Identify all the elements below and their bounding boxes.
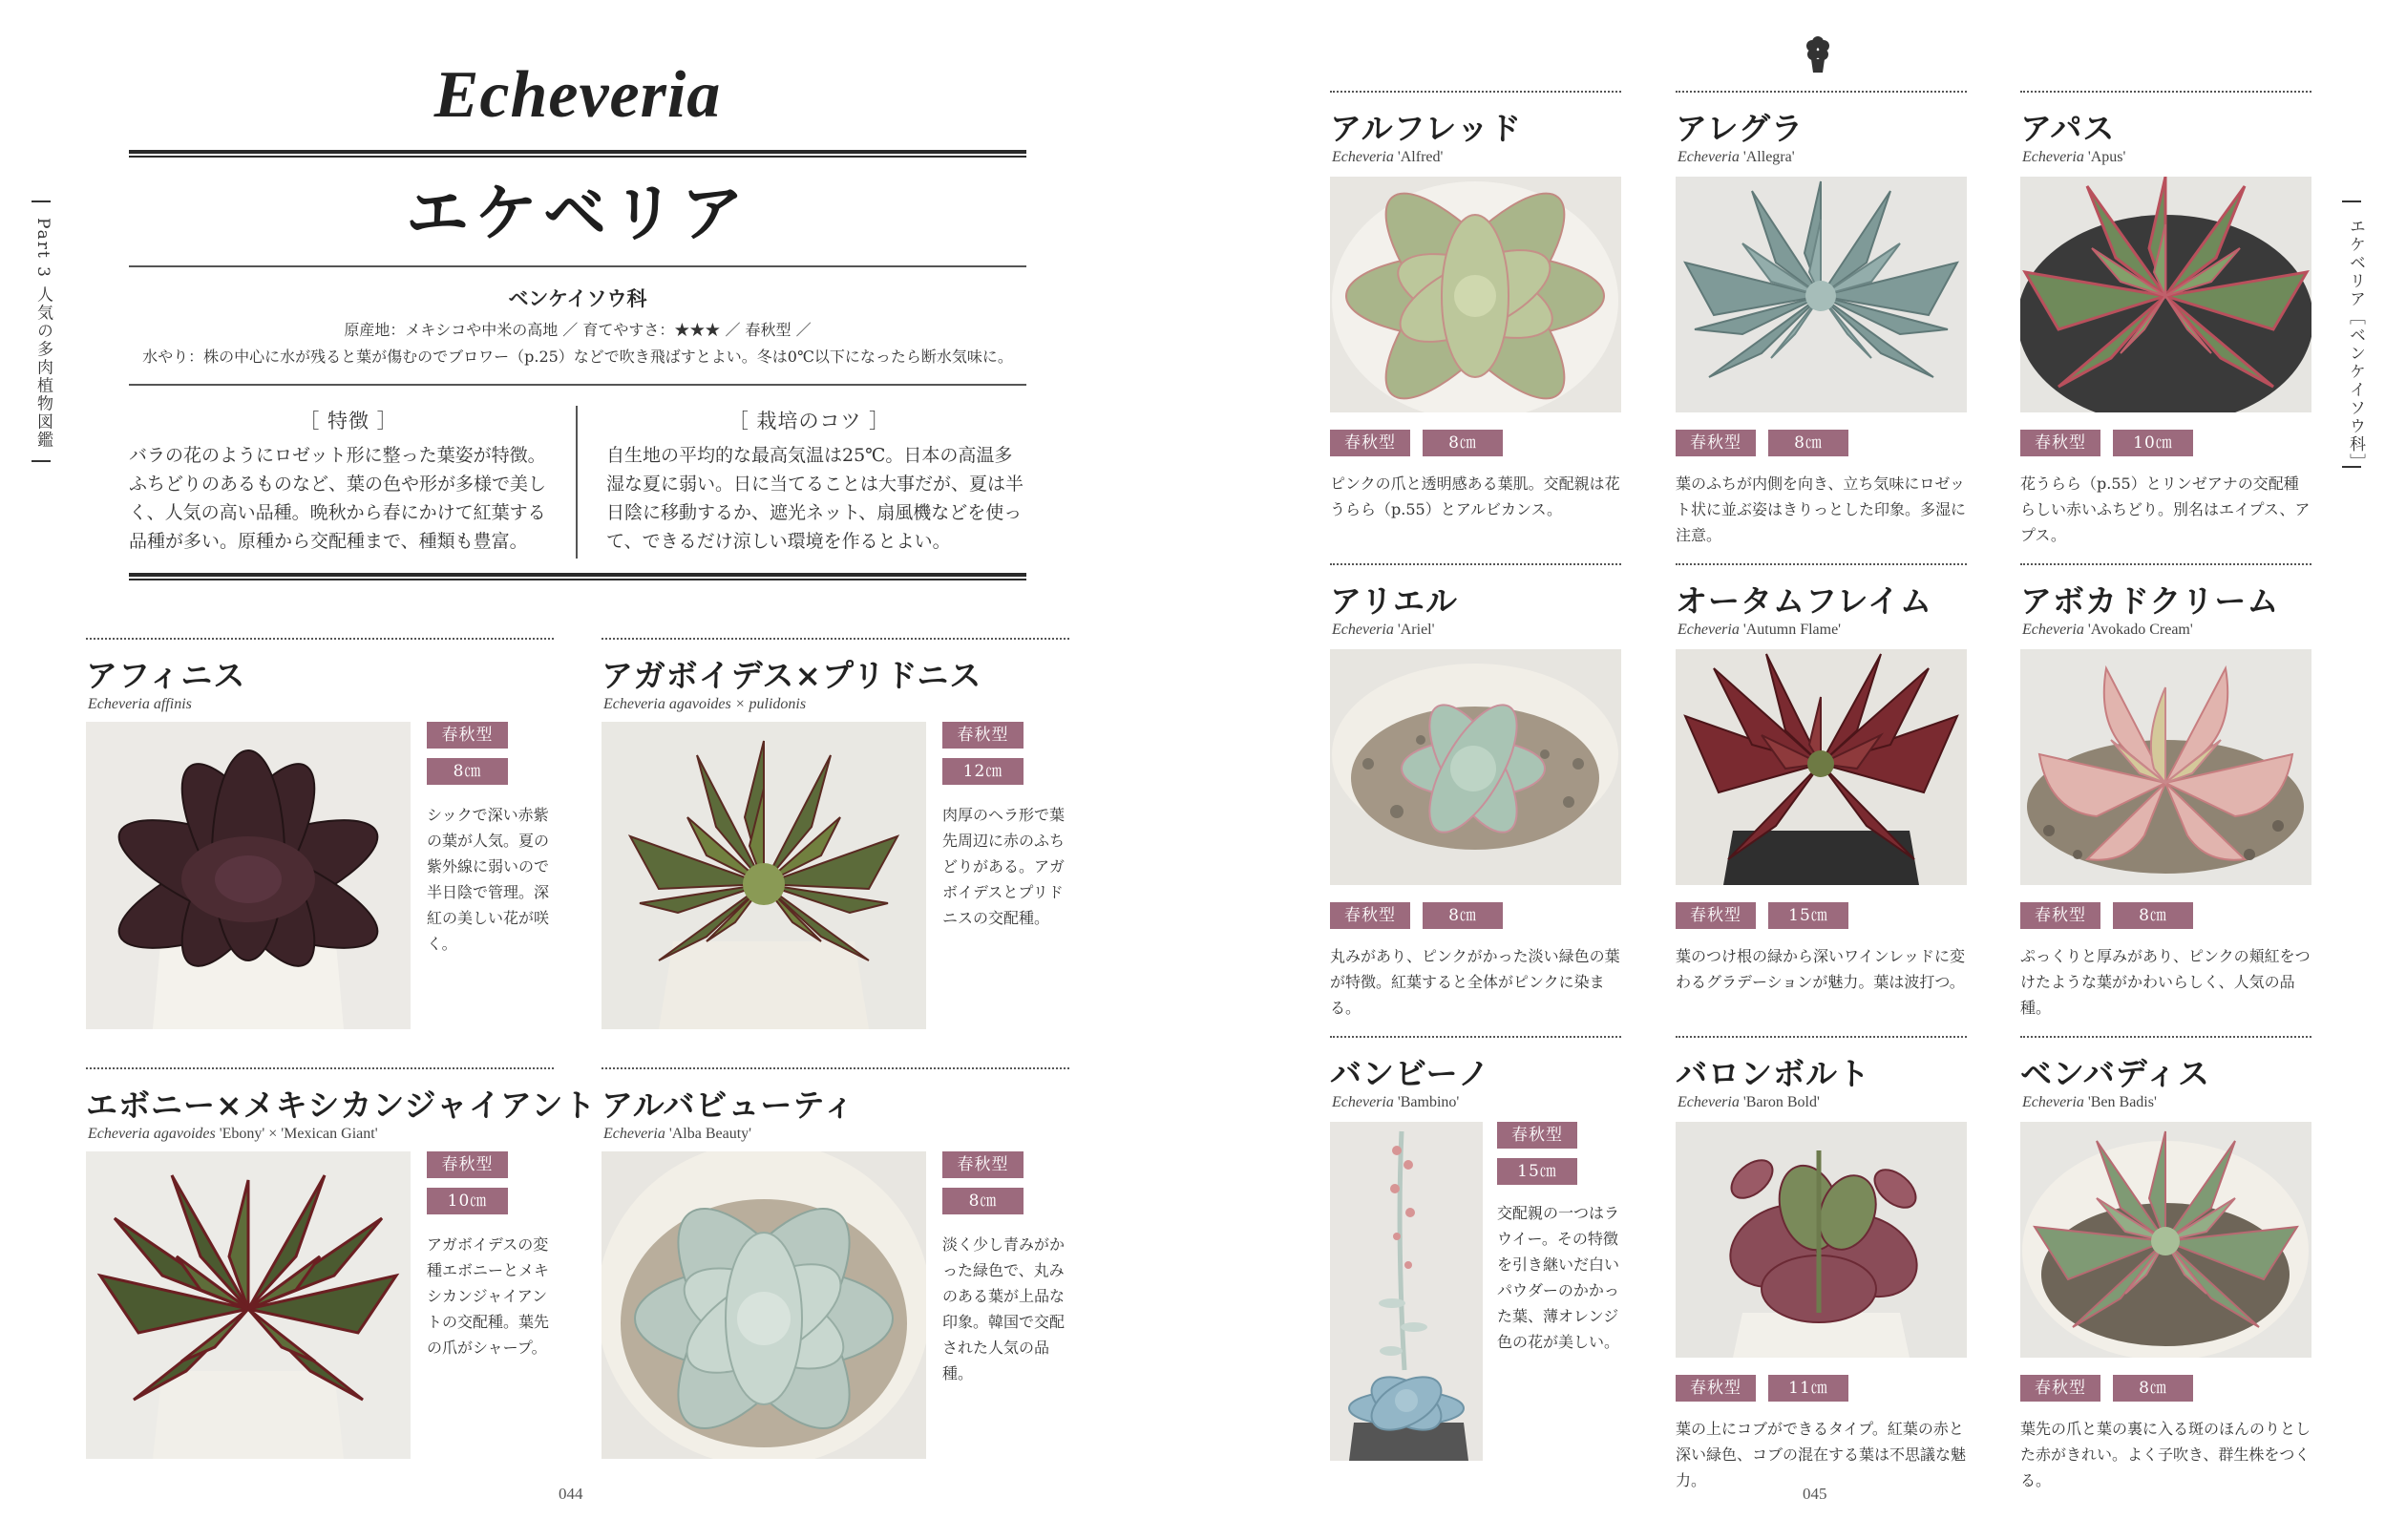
card-rule [602, 638, 1069, 640]
plant-description: 葉のつけ根の緑から深いワインレッドに変わるグラデーションが魅力。葉は波打つ。 [1676, 947, 1965, 991]
plant-sci-name: Echeveria 'Apus' [2022, 149, 2126, 165]
plant-description: 丸みがあり、ピンクがかった淡い緑色の葉が特徴。紅葉すると全体がピンクに染まる。 [1330, 947, 1620, 1017]
side-bar-bottom-right [2342, 466, 2361, 468]
plant-card [2020, 1036, 2311, 1489]
plant-jp-name: バンビーノ [1330, 1055, 1491, 1092]
succulent-illustration [1676, 1122, 1967, 1358]
plant-description: ぷっくりと厚みがあり、ピンクの頬紅をつけたような葉がかわいらしく、人気の品種。 [2020, 947, 2311, 1017]
plant-description: アガボイデスの変種エボニーとメキシカンジャイアントの交配種。葉先の爪がシャープ。 [427, 1235, 550, 1357]
side-label-left: Part 3 人気の多肉植物図鑑 [33, 218, 53, 450]
succulent-illustration [2020, 649, 2311, 885]
plant-jp-name: アルバビューティ [602, 1086, 855, 1124]
plant-jp-name: アレグラ [1676, 110, 1805, 147]
title-rule-bottom [129, 265, 1026, 267]
plant-sci-name: Echeveria 'Avokado Cream' [2022, 622, 2193, 638]
plant-jp-name: アガボイデス×プリドニス [602, 657, 982, 694]
plant-sci-name: Echeveria 'Allegra' [1678, 149, 1795, 165]
season-tag: 春秋型 [1676, 430, 1756, 456]
size-tag: 8㎝ [2113, 1375, 2193, 1402]
succulent-illustration [602, 722, 926, 1029]
size-tag: 8㎝ [1768, 430, 1848, 456]
plant-sci-name: Echeveria 'Ariel' [1332, 622, 1435, 638]
card-rule [602, 1067, 1069, 1069]
succulent-illustration [1330, 1122, 1483, 1461]
plant-photo [1676, 177, 1967, 412]
plant-description: 肉厚のヘラ形で葉先周辺に赤のふちどりがある。アガボイデスとプリドニスの交配種。 [942, 806, 1066, 927]
meta-line-1: 原産地：メキシコや中米の高地 ／ 育てやすさ：★★★ ／ 春秋型 ／ [344, 321, 812, 339]
plant-jp-name: ベンバディス [2020, 1055, 2211, 1092]
plant-jp-name: アボカドクリーム [2020, 582, 2280, 620]
plant-sci-name: Echeveria 'Autumn Flame' [1678, 622, 1842, 638]
features-heading: ［ 特徴 ］ [299, 410, 398, 432]
plant-description: 葉先の爪と葉の裏に入る斑のほんのりとした赤がきれい。よく子吹き、群生株をつくる。 [2020, 1420, 2311, 1489]
card-rule [2020, 563, 2311, 565]
season-tag: 春秋型 [1330, 902, 1410, 929]
plant-sci-name: Echeveria 'Alfred' [1332, 149, 1444, 165]
succulent-illustration [2020, 1122, 2311, 1358]
size-tag: 10㎝ [2113, 430, 2193, 456]
plant-jp-name: アフィニス [86, 657, 246, 694]
plant-card [86, 638, 554, 1039]
season-tag: 春秋型 [1676, 1375, 1756, 1402]
plant-photo [2020, 649, 2311, 885]
card-rule [86, 638, 554, 640]
title-rule-top [129, 150, 1026, 158]
season-tag: 春秋型 [1676, 902, 1756, 929]
plant-description: 葉のふちが内側を向き、立ち気味にロゼット状に並ぶ姿はきりっとした印象。多湿に注意。 [1676, 475, 1967, 544]
season-tag: 春秋型 [2020, 430, 2100, 456]
plant-card [86, 1067, 597, 1468]
plant-sci-name: Echeveria agavoides × pulidonis [603, 696, 807, 712]
season-tag: 春秋型 [1497, 1122, 1577, 1149]
plant-description: 花うらら（p.55）とリンゼアナの交配種らしい赤いふちどり。別名はエイプス、アプス。 [2020, 475, 2311, 544]
card-rule [1676, 1036, 1967, 1038]
meta-line-2: 水やり：株の中心に水が残ると葉が傷むのでブロワー（p.25）などで吹き飛ばすとよい。冬は0℃以下になったら断水気味に。 [142, 348, 1013, 366]
size-tag: 8㎝ [1423, 430, 1503, 456]
plant-card [602, 1067, 1069, 1468]
size-tag: 8㎝ [942, 1188, 1024, 1214]
plant-card [1330, 563, 1621, 1017]
plant-photo [1330, 177, 1621, 412]
card-rule [86, 1067, 554, 1069]
succulent-illustration [86, 722, 411, 1029]
size-tag: 8㎝ [427, 758, 508, 785]
succulent-illustration [86, 1151, 411, 1459]
plant-jp-name: エボニー×メキシカンジャイアント [86, 1086, 597, 1124]
plant-photo [602, 1151, 926, 1459]
plant-photo [1330, 649, 1621, 885]
plant-photo [1676, 649, 1967, 885]
season-tag: 春秋型 [2020, 1375, 2100, 1402]
plant-photo [86, 722, 411, 1029]
plant-jp-name: アルフレッド [1330, 110, 1523, 147]
plant-card [602, 638, 1069, 1039]
succulent-illustration [602, 1151, 926, 1459]
plant-sci-name: Echeveria 'Ben Badis' [2022, 1094, 2157, 1110]
plant-card [1676, 91, 1967, 544]
size-tag: 8㎝ [2113, 902, 2193, 929]
page-number-left: 044 [559, 1485, 583, 1503]
plant-photo [1676, 1122, 1967, 1358]
plant-sci-name: Echeveria 'Baron Bold' [1678, 1094, 1820, 1110]
side-bar-bottom [32, 460, 51, 462]
page-number-right: 045 [1803, 1485, 1827, 1503]
features-text: バラの花のようにロゼット形に整った葉姿が特徴。ふちどりのあるものなど、葉の色や形が多様で美しく、人気の高い品種。晩秋から春にかけて紅葉する品種が多い。原種から交配種まで、種類も豊富。 [129, 445, 547, 552]
plant-card [2020, 563, 2311, 1017]
succulent-illustration [2020, 177, 2311, 412]
plant-card [1330, 1036, 1621, 1485]
side-bar-top [32, 200, 51, 202]
card-rule [2020, 91, 2311, 93]
size-tag: 15㎝ [1768, 902, 1848, 929]
plant-card [1676, 1036, 1967, 1489]
plant-description: 淡く少し青みがかった緑色で、丸みのある葉が上品な印象。韓国で交配された人気の品種。 [942, 1235, 1066, 1382]
side-label-right: エケベリア［ベンケイソウ科］ [2346, 218, 2365, 472]
plant-description: シックで深い赤紫の葉が人気。夏の紫外線に弱いので半日陰で管理。深紅の美しい花が咲く。 [427, 806, 550, 953]
size-tag: 8㎝ [1423, 902, 1503, 929]
size-tag: 11㎝ [1768, 1375, 1848, 1402]
season-tag: 春秋型 [942, 722, 1024, 749]
plant-photo [602, 722, 926, 1029]
header-rule-bottom [129, 573, 1026, 580]
card-rule [1676, 91, 1967, 93]
plant-description: 交配親の一つはラウイー。その特徴を引き継いだ白いパウダーのかかった葉、薄オレンジ色の花が美しい。 [1497, 1204, 1620, 1351]
tips-text: 自生地の平均的な最高気温は25℃。日本の高温多湿な夏に弱い。日に当てることは大事だが、夏は半日陰に移動するか、遮光ネット、扇風機などを使って、できるだけ涼しい環境を作るとよい。 [606, 445, 1024, 552]
plant-jp-name: オータムフレイム [1676, 582, 1933, 620]
plant-photo [1330, 1122, 1483, 1461]
jp-title: エケベリア [406, 176, 749, 250]
plant-sci-name: Echeveria 'Alba Beauty' [603, 1126, 752, 1142]
plant-jp-name: アパス [2020, 110, 2116, 147]
plant-photo [2020, 1122, 2311, 1358]
plant-sci-name: Echeveria 'Bambino' [1332, 1094, 1460, 1110]
size-tag: 12㎝ [942, 758, 1024, 785]
card-rule [2020, 1036, 2311, 1038]
succulent-illustration [1676, 177, 1967, 412]
features-divider [576, 406, 578, 559]
plant-jp-name: バロンボルト [1676, 1055, 1870, 1092]
plant-card [1676, 563, 1967, 1012]
plant-sci-name: Echeveria affinis [88, 696, 192, 712]
plant-card [1330, 91, 1621, 539]
season-tag: 春秋型 [427, 722, 508, 749]
plant-jp-name: アリエル [1330, 582, 1459, 620]
season-tag: 春秋型 [942, 1151, 1024, 1178]
size-tag: 15㎝ [1497, 1158, 1577, 1185]
card-rule [1330, 563, 1621, 565]
ornament-icon [1805, 36, 1831, 74]
card-rule [1676, 563, 1967, 565]
tips-heading: ［ 栽培のコツ ］ [728, 410, 891, 432]
succulent-illustration [1676, 649, 1967, 885]
card-rule [1330, 91, 1621, 93]
succulent-illustration [1330, 177, 1621, 412]
season-tag: 春秋型 [2020, 902, 2100, 929]
plant-description: 葉の上にコブができるタイプ。紅葉の赤と深い緑色、コブの混在する葉は不思議な魅力。 [1676, 1420, 1967, 1489]
latin-title: Echeveria [433, 58, 722, 132]
season-tag: 春秋型 [427, 1151, 508, 1178]
family-name: ベンケイソウ科 [508, 286, 647, 310]
season-tag: 春秋型 [1330, 430, 1410, 456]
plant-sci-name: Echeveria agavoides 'Ebony' × 'Mexican Giant' [88, 1126, 378, 1142]
side-bar-top-right [2342, 200, 2361, 202]
size-tag: 10㎝ [427, 1188, 508, 1214]
meta-rule [129, 384, 1026, 386]
plant-photo [86, 1151, 411, 1459]
plant-description: ピンクの爪と透明感ある葉肌。交配親は花うらら（p.55）とアルビカンス。 [1330, 475, 1620, 518]
plant-photo [2020, 177, 2311, 412]
plant-card [2020, 91, 2311, 544]
succulent-illustration [1330, 649, 1621, 885]
card-rule [1330, 1036, 1621, 1038]
